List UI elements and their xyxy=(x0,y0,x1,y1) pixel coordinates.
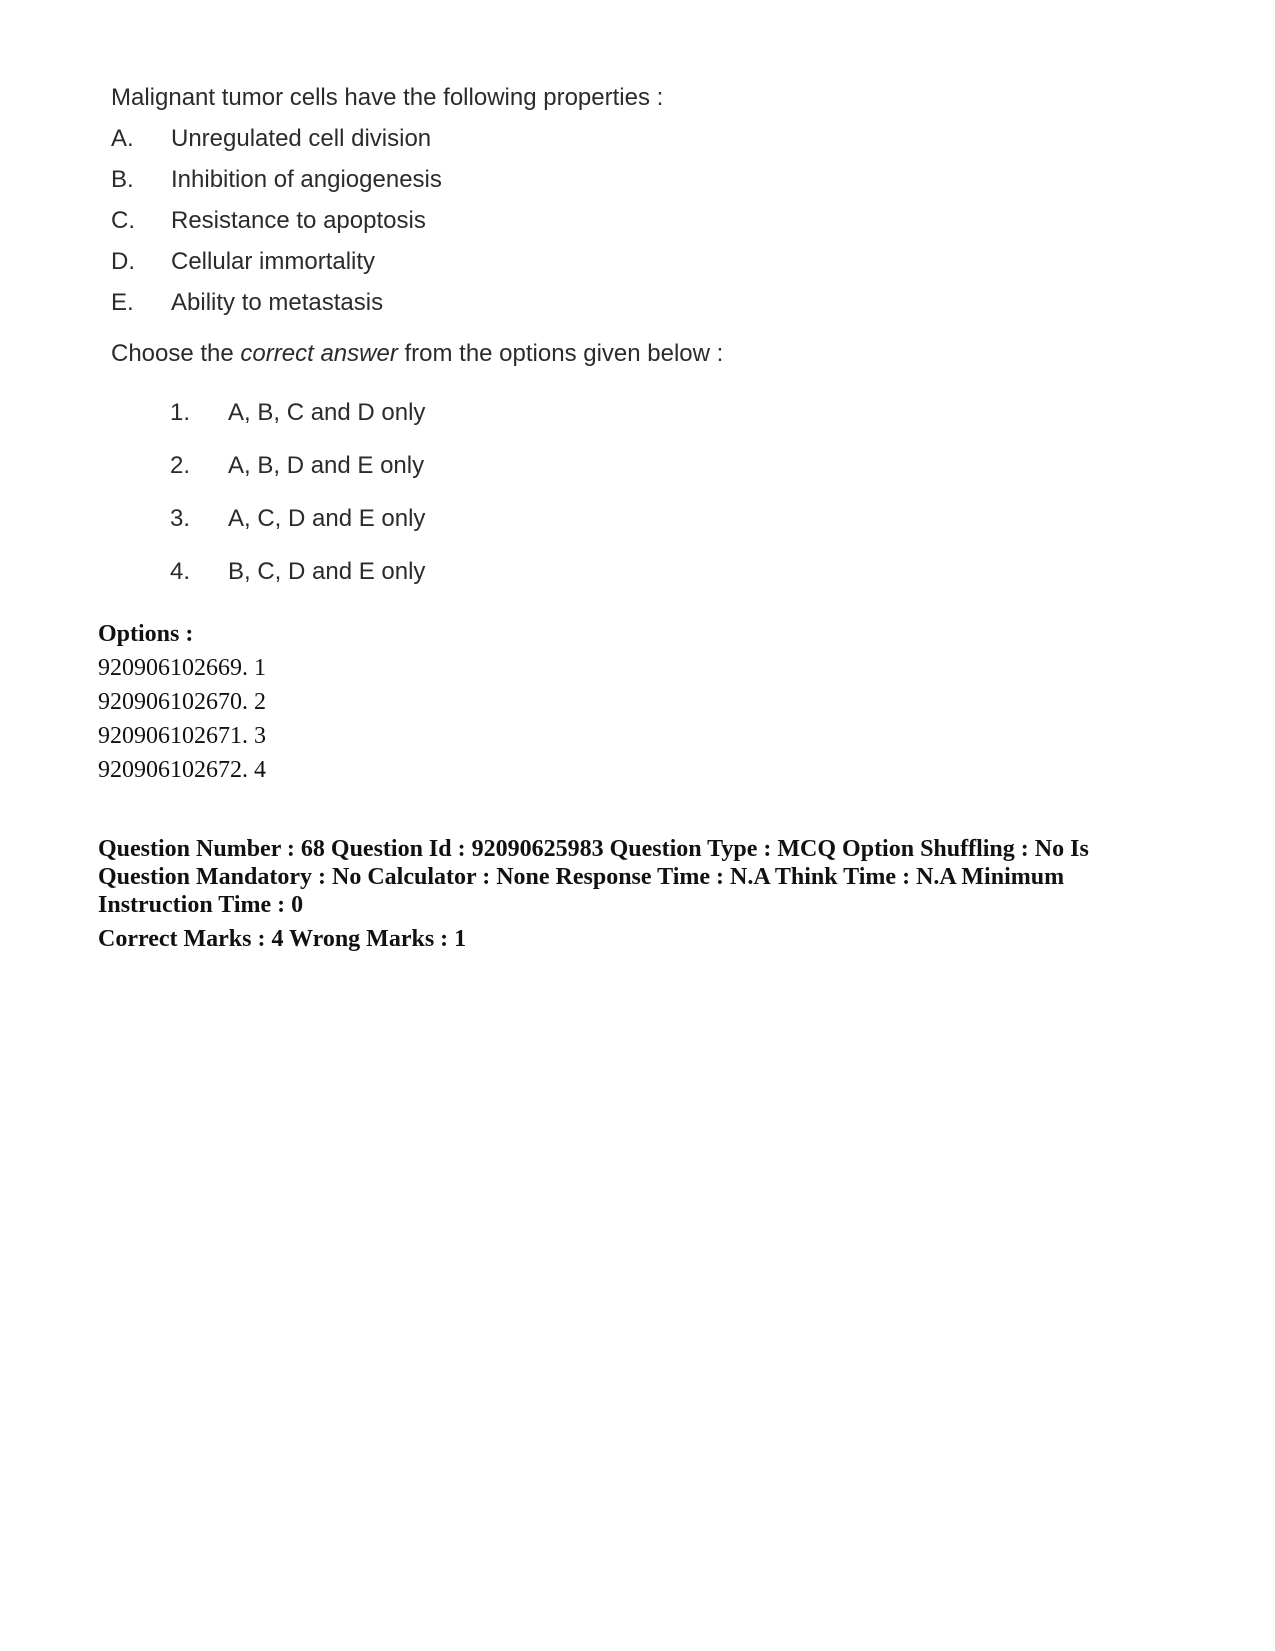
property-text: Resistance to apoptosis xyxy=(171,207,426,234)
choose-emphasis: correct answer xyxy=(240,340,398,367)
property-text: Inhibition of angiogenesis xyxy=(171,166,442,193)
answer-choice xyxy=(170,492,1011,545)
choice-number: 3. xyxy=(170,505,191,532)
property-text: Ability to metastasis xyxy=(171,289,384,316)
property-letter: B. xyxy=(111,166,134,193)
property-item xyxy=(111,200,1011,241)
choose-instruction xyxy=(111,334,1011,374)
property-item xyxy=(111,118,1011,159)
choice-text: B, C, D and E only xyxy=(228,558,426,585)
options-heading: Options : xyxy=(98,621,194,647)
choose-prefix: Choose the xyxy=(111,340,241,367)
property-text: Unregulated cell division xyxy=(171,125,432,152)
property-item xyxy=(111,241,1011,282)
answer-choice xyxy=(170,386,1011,439)
choice-text: A, B, C and D only xyxy=(228,399,426,426)
property-letter: C. xyxy=(111,207,135,234)
property-text: Cellular immortality xyxy=(171,248,376,275)
marks-line: Correct Marks : 4 Wrong Marks : 1 xyxy=(98,926,467,952)
choice-number: 4. xyxy=(170,558,191,585)
question-stem: Malignant tumor cells have the following properties : xyxy=(111,84,664,111)
choose-suffix: from the options given below : xyxy=(397,340,724,367)
question-details: Question Number : 68 Question Id : 92090625983 Question Type : MCQ Option Shuffling : No Is Question Mandatory : No Calculator : None Response Time : N.A Think Time : N.A Minimum Instruction Time : 0 xyxy=(98,836,1089,918)
option-id-item: 920906102671. 3 xyxy=(98,723,266,749)
question-metadata xyxy=(98,835,1158,953)
options-list xyxy=(98,617,266,787)
property-letter: D. xyxy=(111,248,135,275)
answer-choice xyxy=(170,545,1011,598)
choice-number: 2. xyxy=(170,452,191,479)
property-letter: E. xyxy=(111,289,134,316)
option-id-item: 920906102669. 1 xyxy=(98,655,266,681)
choice-text: A, B, D and E only xyxy=(228,452,425,479)
property-item xyxy=(111,159,1011,200)
property-item xyxy=(111,282,1011,323)
choice-number: 1. xyxy=(170,399,191,426)
property-letter: A. xyxy=(111,125,134,152)
answer-choices xyxy=(170,386,1011,598)
choice-text: A, C, D and E only xyxy=(228,505,426,532)
question-image-block xyxy=(111,78,1011,598)
option-id-item: 920906102670. 2 xyxy=(98,689,266,715)
option-id-item: 920906102672. 4 xyxy=(98,757,266,783)
answer-choice xyxy=(170,439,1011,492)
